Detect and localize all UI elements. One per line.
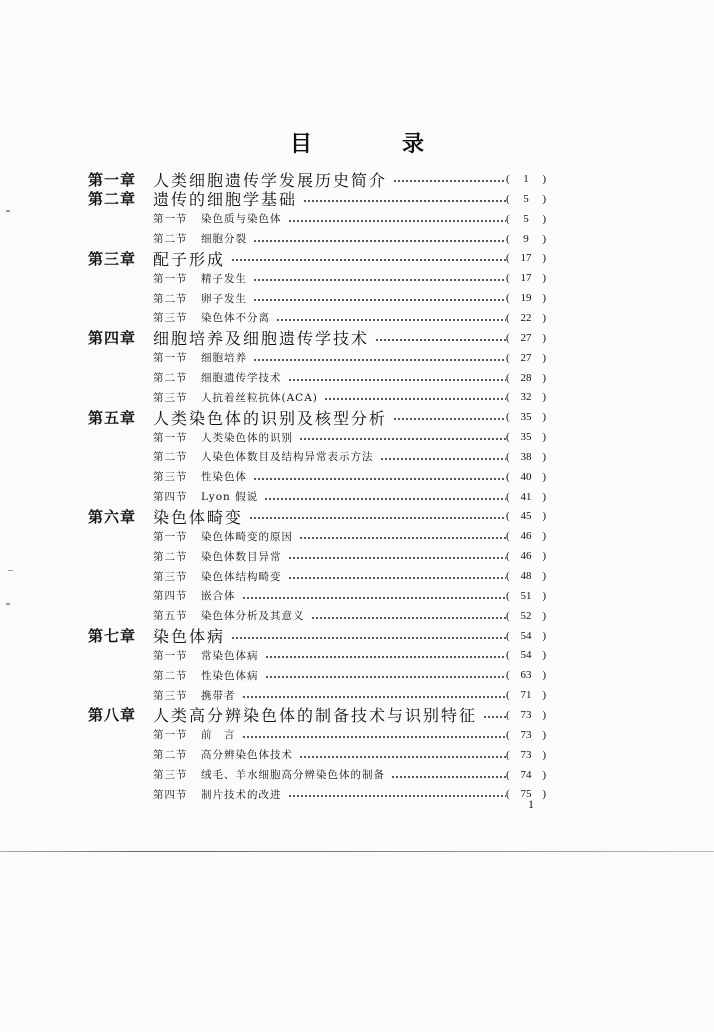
section-number: 第一节 xyxy=(153,530,188,543)
dot-leader xyxy=(276,319,506,321)
section-title: 细胞培养 xyxy=(201,352,247,365)
section-number: 第一节 xyxy=(153,272,188,285)
paren-close: ) xyxy=(542,272,546,285)
page-ref xyxy=(506,193,546,205)
section-title: 卵子发生 xyxy=(201,292,247,305)
dot-leader xyxy=(264,498,506,500)
dot-leader xyxy=(288,557,506,559)
dot-leader xyxy=(242,597,506,599)
paren-close: ) xyxy=(542,173,546,185)
toc-chapter-row xyxy=(0,169,714,189)
page-ref-number: 27 xyxy=(520,351,532,364)
page-ref-number: 41 xyxy=(520,490,532,503)
dot-leader xyxy=(299,537,506,539)
paren-open: ( xyxy=(506,570,510,582)
toc-section-row xyxy=(0,586,714,606)
dot-leader xyxy=(288,379,506,381)
page-ref-number: 73 xyxy=(520,748,532,761)
paren-close: ) xyxy=(542,490,546,503)
paren-open: ( xyxy=(506,212,510,225)
toc-section-row xyxy=(0,288,714,308)
paren-close: ) xyxy=(542,351,546,364)
chapter-number: 第三章 xyxy=(88,249,137,268)
paren-open: ( xyxy=(506,629,510,642)
chapter-number: 第六章 xyxy=(88,507,137,526)
dot-leader xyxy=(324,398,506,400)
section-number: 第一节 xyxy=(153,729,188,742)
scan-speck xyxy=(6,603,10,605)
paren-close: ) xyxy=(542,450,546,463)
toc-section-row xyxy=(0,229,714,249)
page-ref xyxy=(506,570,546,582)
paren-close: ) xyxy=(542,609,546,622)
page-ref xyxy=(506,689,546,701)
paren-close: ) xyxy=(542,292,546,305)
chapter-number: 第八章 xyxy=(88,706,137,725)
page-ref xyxy=(506,729,546,741)
toc-chapter-row xyxy=(0,626,714,646)
dot-leader xyxy=(393,418,506,420)
toc-chapter-row xyxy=(0,407,714,427)
paren-close: ) xyxy=(542,550,546,563)
paren-open: ( xyxy=(506,192,510,205)
toc-section-row xyxy=(0,447,714,467)
page-ref xyxy=(506,669,546,681)
page-ref-number: 63 xyxy=(520,669,532,682)
toc-chapter-row xyxy=(0,328,714,348)
section-title: 常染色体病 xyxy=(201,649,259,662)
page-ref-number: 32 xyxy=(520,391,532,404)
paren-close: ) xyxy=(542,311,546,324)
page-number: 1 xyxy=(528,797,534,811)
toc-section-row xyxy=(0,725,714,745)
page-ref-number: 51 xyxy=(520,589,532,602)
page-edge-line xyxy=(0,851,714,852)
paren-close: ) xyxy=(542,570,546,582)
section-title: 染色体数目异常 xyxy=(201,550,282,563)
paren-close: ) xyxy=(542,589,546,602)
page-ref-number: 75 xyxy=(520,788,532,801)
paren-close: ) xyxy=(542,530,546,543)
section-title: 高分辨染色体技术 xyxy=(201,749,293,762)
page-ref-number: 28 xyxy=(520,371,532,384)
section-number: 第四节 xyxy=(153,491,188,504)
section-title: 携带者 xyxy=(201,689,236,702)
page-ref-number: 54 xyxy=(520,629,532,642)
toc-chapter-row xyxy=(0,705,714,725)
dot-leader xyxy=(253,279,506,281)
page-ref xyxy=(506,590,546,602)
section-title: 人类染色体的识别 xyxy=(201,431,293,444)
section-title: 制片技术的改进 xyxy=(201,788,282,801)
toc-chapter-row xyxy=(0,189,714,209)
paren-open: ( xyxy=(506,272,510,285)
page-ref-number: 45 xyxy=(520,510,532,523)
paren-close: ) xyxy=(542,649,546,662)
dot-leader xyxy=(231,637,506,639)
page-ref-number: 71 xyxy=(520,689,532,702)
section-number: 第二节 xyxy=(153,372,188,384)
section-title: 染色体结构畸变 xyxy=(201,570,282,583)
paren-open: ( xyxy=(506,649,510,662)
toc-section-row xyxy=(0,387,714,407)
section-number: 第一节 xyxy=(153,213,188,226)
paren-close: ) xyxy=(542,629,546,642)
paren-close: ) xyxy=(542,252,546,265)
paren-open: ( xyxy=(506,609,510,622)
page-ref-number: 35 xyxy=(520,431,532,444)
page-ref xyxy=(506,749,546,761)
page-ref xyxy=(506,630,546,642)
page-ref-number: 5 xyxy=(523,212,529,225)
chapter-title: 配子形成 xyxy=(153,249,226,269)
paren-close: ) xyxy=(542,192,546,205)
toc-section-row xyxy=(0,645,714,665)
toc-section-row xyxy=(0,467,714,487)
paren-open: ( xyxy=(506,252,510,265)
toc-chapter-row xyxy=(0,248,714,268)
section-number: 第三节 xyxy=(153,471,188,484)
paren-open: ( xyxy=(506,788,510,801)
paren-open: ( xyxy=(506,411,510,424)
page-ref xyxy=(506,233,546,245)
paren-open: ( xyxy=(506,351,510,364)
toc-section-row xyxy=(0,546,714,566)
paren-open: ( xyxy=(506,589,510,602)
section-number: 第二节 xyxy=(153,233,188,246)
page-ref xyxy=(506,451,546,463)
paren-close: ) xyxy=(542,371,546,384)
dot-leader xyxy=(242,696,506,698)
paren-close: ) xyxy=(542,689,546,702)
page-ref-number: 27 xyxy=(520,331,532,344)
toc-section-row xyxy=(0,268,714,288)
paren-close: ) xyxy=(542,411,546,424)
page-ref xyxy=(506,788,546,800)
page-ref-number: 73 xyxy=(520,708,532,721)
dot-leader xyxy=(311,617,506,619)
toc-section-row xyxy=(0,308,714,328)
page-ref-number: 46 xyxy=(520,530,532,543)
section-number: 第一节 xyxy=(153,352,188,365)
paren-close: ) xyxy=(542,788,546,801)
paren-open: ( xyxy=(506,331,510,344)
page-ref xyxy=(506,391,546,403)
page-ref-number: 19 xyxy=(520,292,532,305)
page-ref xyxy=(506,213,546,225)
page-ref xyxy=(506,550,546,562)
paren-close: ) xyxy=(542,232,546,245)
toc-section-row xyxy=(0,566,714,586)
page-ref-number: 17 xyxy=(520,272,532,285)
chapter-number: 第七章 xyxy=(88,627,137,646)
section-number: 第三节 xyxy=(153,312,188,325)
section-title: 细胞分裂 xyxy=(201,233,247,246)
paren-open: ( xyxy=(506,728,510,741)
page-ref-number: 48 xyxy=(520,570,532,582)
section-title: 嵌合体 xyxy=(201,590,236,603)
page-ref xyxy=(506,292,546,304)
toc-section-row xyxy=(0,526,714,546)
dot-leader xyxy=(303,200,506,202)
page-ref xyxy=(506,272,546,284)
dot-leader xyxy=(249,517,506,519)
scan-speck xyxy=(6,210,10,212)
paren-close: ) xyxy=(542,669,546,682)
section-title: 性染色体病 xyxy=(201,669,259,682)
paren-open: ( xyxy=(506,391,510,404)
page-ref xyxy=(506,491,546,503)
page-ref-number: 73 xyxy=(520,728,532,741)
section-number: 第三节 xyxy=(153,391,188,404)
toc-section-row xyxy=(0,765,714,785)
section-title: 绒毛、羊水细胞高分辨染色体的制备 xyxy=(201,769,385,781)
toc-section-row xyxy=(0,745,714,765)
toc-section-row xyxy=(0,784,714,804)
page-ref xyxy=(506,471,546,483)
paren-open: ( xyxy=(506,550,510,563)
page-ref-number: 9 xyxy=(523,232,529,245)
section-number: 第二节 xyxy=(153,749,188,762)
section-title: Lyon 假说 xyxy=(201,491,259,504)
paren-open: ( xyxy=(506,292,510,305)
section-number: 第一节 xyxy=(153,649,188,662)
page-ref-number: 54 xyxy=(520,649,532,662)
dot-leader xyxy=(265,676,506,678)
chapter-number: 第五章 xyxy=(88,408,137,427)
paren-close: ) xyxy=(542,431,546,444)
chapter-title: 细胞培养及细胞遗传学技术 xyxy=(153,329,370,349)
paren-open: ( xyxy=(506,510,510,523)
paren-open: ( xyxy=(506,490,510,503)
toc-section-row xyxy=(0,348,714,368)
page-ref xyxy=(506,173,546,185)
page-title: 目 录 xyxy=(289,131,458,157)
section-number: 第三节 xyxy=(153,769,188,781)
page-ref-number: 74 xyxy=(520,768,532,781)
paren-open: ( xyxy=(506,768,510,781)
section-title: 染色体分析及其意义 xyxy=(201,610,305,623)
toc-chapter-row xyxy=(0,506,714,526)
page-ref xyxy=(506,649,546,661)
page-ref-number: 35 xyxy=(520,411,532,424)
section-number: 第二节 xyxy=(153,669,188,682)
page-ref-number: 5 xyxy=(523,192,529,205)
page-ref xyxy=(506,769,546,781)
chapter-title: 人类染色体的识别及核型分析 xyxy=(153,408,388,428)
paren-close: ) xyxy=(542,748,546,761)
dot-leader xyxy=(483,716,506,718)
page-ref xyxy=(506,610,546,622)
page-ref xyxy=(506,372,546,384)
page-ref-number: 40 xyxy=(520,470,532,483)
section-number: 第一节 xyxy=(153,431,188,444)
paren-close: ) xyxy=(542,212,546,225)
section-number: 第四节 xyxy=(153,590,188,603)
paren-open: ( xyxy=(506,530,510,543)
paren-close: ) xyxy=(542,728,546,741)
paren-open: ( xyxy=(506,173,510,185)
section-title: 细胞遗传学技术 xyxy=(201,372,282,384)
paren-close: ) xyxy=(542,510,546,523)
toc-section-row xyxy=(0,665,714,685)
paren-open: ( xyxy=(506,689,510,702)
section-number: 第三节 xyxy=(153,689,188,702)
chapter-title: 人类高分辨染色体的制备技术与识别特征 xyxy=(153,706,478,726)
page-ref xyxy=(506,411,546,423)
section-title: 人染色体数目及结构异常表示方法 xyxy=(201,451,374,464)
chapter-title: 染色体病 xyxy=(153,627,226,647)
dot-leader xyxy=(288,795,506,797)
paren-open: ( xyxy=(506,708,510,721)
paren-close: ) xyxy=(542,331,546,344)
section-number: 第二节 xyxy=(153,550,188,563)
paren-close: ) xyxy=(542,470,546,483)
dot-leader xyxy=(288,577,506,579)
page-ref xyxy=(506,530,546,542)
paren-open: ( xyxy=(506,311,510,324)
section-number: 第四节 xyxy=(153,788,188,801)
chapter-number: 第一章 xyxy=(88,170,137,189)
section-title: 精子发生 xyxy=(201,272,247,285)
chapter-title: 人类细胞遗传学发展历史简介 xyxy=(153,170,388,190)
chapter-number: 第四章 xyxy=(88,329,137,348)
section-title: 性染色体 xyxy=(201,471,247,484)
paren-open: ( xyxy=(506,669,510,682)
paren-close: ) xyxy=(542,768,546,781)
dot-leader xyxy=(375,339,506,341)
chapter-title: 遗传的细胞学基础 xyxy=(153,190,298,210)
dot-leader xyxy=(299,756,506,758)
section-title: 染色体畸变的原因 xyxy=(201,530,293,543)
toc-section-row xyxy=(0,606,714,626)
paren-open: ( xyxy=(506,431,510,444)
chapter-number: 第二章 xyxy=(88,190,137,209)
page-ref-number: 22 xyxy=(520,311,532,324)
toc-section-row xyxy=(0,368,714,388)
toc-section-row xyxy=(0,209,714,229)
page-ref xyxy=(506,431,546,443)
page-ref-number: 1 xyxy=(523,173,529,185)
dot-leader xyxy=(288,220,506,222)
paren-open: ( xyxy=(506,748,510,761)
paren-open: ( xyxy=(506,470,510,483)
section-title: 人抗着丝粒抗体(ACA) xyxy=(201,391,318,404)
scan-speck xyxy=(8,570,13,571)
dot-leader xyxy=(242,736,506,738)
page-ref xyxy=(506,510,546,522)
section-number: 第二节 xyxy=(153,451,188,464)
paren-open: ( xyxy=(506,232,510,245)
section-number: 第五节 xyxy=(153,610,188,623)
dot-leader xyxy=(380,458,506,460)
section-title: 前 言 xyxy=(201,729,236,742)
toc-section-row xyxy=(0,427,714,447)
paren-open: ( xyxy=(506,371,510,384)
page-ref-number: 38 xyxy=(520,450,532,463)
page-ref xyxy=(506,352,546,364)
section-number: 第二节 xyxy=(153,292,188,305)
dot-leader xyxy=(393,180,506,182)
chapter-title: 染色体畸变 xyxy=(153,507,244,527)
page-ref xyxy=(506,332,546,344)
page-ref xyxy=(506,709,546,721)
dot-leader xyxy=(253,478,506,480)
dot-leader xyxy=(253,299,506,301)
paren-open: ( xyxy=(506,450,510,463)
section-title: 染色体不分离 xyxy=(201,312,270,325)
paren-close: ) xyxy=(542,708,546,721)
dot-leader xyxy=(253,359,506,361)
toc-section-row xyxy=(0,487,714,507)
toc-section-row xyxy=(0,685,714,705)
page-ref-number: 52 xyxy=(520,609,532,622)
paren-close: ) xyxy=(542,391,546,404)
dot-leader xyxy=(231,259,506,261)
dot-leader xyxy=(253,240,506,242)
dot-leader xyxy=(299,438,506,440)
page-ref xyxy=(506,252,546,264)
page-ref-number: 17 xyxy=(520,252,532,265)
page-ref xyxy=(506,312,546,324)
page-ref-number: 46 xyxy=(520,550,532,563)
section-title: 染色质与染色体 xyxy=(201,213,282,226)
section-number: 第三节 xyxy=(153,570,188,583)
dot-leader xyxy=(391,776,506,778)
dot-leader xyxy=(265,656,506,658)
